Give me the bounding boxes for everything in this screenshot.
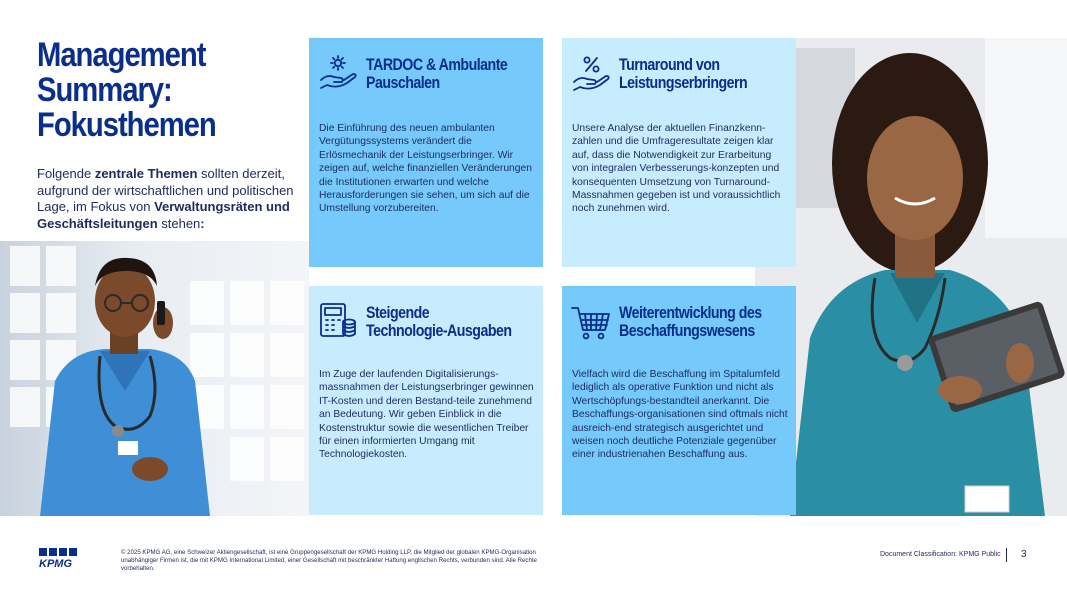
card-title-line: Leistungserbringern — [619, 74, 748, 92]
card-title — [619, 56, 770, 92]
card-turnaround — [562, 38, 796, 267]
footer-legal-text: © 2025 KPMG AG, eine Schweizer Aktiengesellschaft, ist eine Gruppengesellschaft der KPMG Holding LLP, die Mitglied der globalen KPMG-Organisation unabhängiger Firmen ist, die mit KPMG International Limited, einer Gesellschaft mit beschränkter Haftung englischen Rechts, verbunden sind. Alle Rechte vorbehalten. — [121, 549, 537, 573]
percent-hand-icon — [570, 52, 612, 94]
card-technologie — [309, 286, 543, 515]
title-line-2: Summary: — [37, 71, 172, 109]
card-title-line: TARDOC & Ambulante — [366, 56, 508, 74]
title-line-1: Management — [37, 36, 206, 74]
calculator-coins-icon — [317, 300, 359, 342]
card-body: Vielfach wird die Beschaffung im Spitalumfeld lediglich als operative Funktion und nicht als Wertschöpfungs-bestandteil anerkannt. Die Beschaffungs-organisationen sind oftmals nicht ausreich-end strategisch ausgerichtet und weisen noch deutliche Potenziale gegenüber einer industrienahen Beschaffung aus. — [572, 369, 788, 461]
card-body: Die Einführung des neuen ambulanten Vergütungssystems verändert die Erlösmechanik der Leistungserbringer. Wir zeigen auf, welche finanziellen Veränderungen die Institutionen erwarten und welche Herausforderungen sie sehen, um sich auf die Umstellung vorzubereiten. — [319, 123, 532, 215]
intro-part: Folgende — [37, 166, 95, 181]
card-title-line: Pauschalen — [366, 74, 440, 92]
intro-emphasis: Verwaltungsräten und Geschäftsleitungen — [37, 199, 290, 231]
card-title-line: Technologie-Ausgaben — [366, 322, 512, 340]
intro-emphasis: zentrale Themen — [94, 166, 198, 181]
gear-hand-icon — [317, 52, 359, 94]
card-title-line: Weiterentwicklung des — [619, 304, 762, 322]
shopping-cart-icon — [570, 300, 612, 342]
card-tardoc — [309, 38, 543, 267]
kpmg-logo-text: KPMG — [39, 558, 72, 569]
kpmg-logo — [38, 547, 82, 569]
intro-part: stehen — [157, 215, 201, 231]
intro-emphasis: : — [200, 215, 205, 231]
page-number: 3 — [1021, 549, 1027, 560]
doctor-illustration — [0, 241, 309, 516]
doctor-photo-left — [0, 241, 309, 516]
intro-part: sollten derzeit, aufgrund der wirtschaftlichen und politischen Lage, im Fokus von — [37, 166, 294, 214]
document-classification: Document Classification: KPMG Public — [880, 551, 1001, 558]
card-title-line: Turnaround von — [619, 56, 720, 74]
card-beschaffung — [562, 286, 796, 515]
doctor-photo-right — [755, 38, 1067, 516]
title-line-3: Fokusthemen — [37, 106, 216, 144]
intro-text — [37, 166, 305, 232]
page-title — [37, 38, 261, 143]
card-title — [366, 56, 517, 92]
nurse-illustration — [755, 38, 1067, 516]
card-title — [619, 304, 770, 340]
card-title — [366, 304, 517, 340]
footer-divider — [1006, 548, 1007, 562]
card-title-line: Steigende — [366, 304, 430, 322]
card-body: Im Zuge der laufenden Digitalisierungs-massnahmen der Leistungserbringer gewinnen IT-Kosten und deren Bestand-teile zunehmend an Bedeutung. Wir geben Einblick in die Kostenstruktur sowie die wesentlichen Treiber für einen informierten Umgang mit Technologiekosten. — [319, 369, 534, 461]
card-title-line: Beschaffungswesens — [619, 322, 755, 340]
card-body: Unsere Analyse der aktuellen Finanzkenn-zahlen und die Umfrageresultate zeigen klar auf, dass die Notwendigkeit zur Erarbeitung von integralen Verbesserungs-konzepten und konsequenten Umsetzung von Turnaround-Massnahmen gegeben ist und voraussichtlich noch zunehmen wird. — [572, 123, 781, 215]
